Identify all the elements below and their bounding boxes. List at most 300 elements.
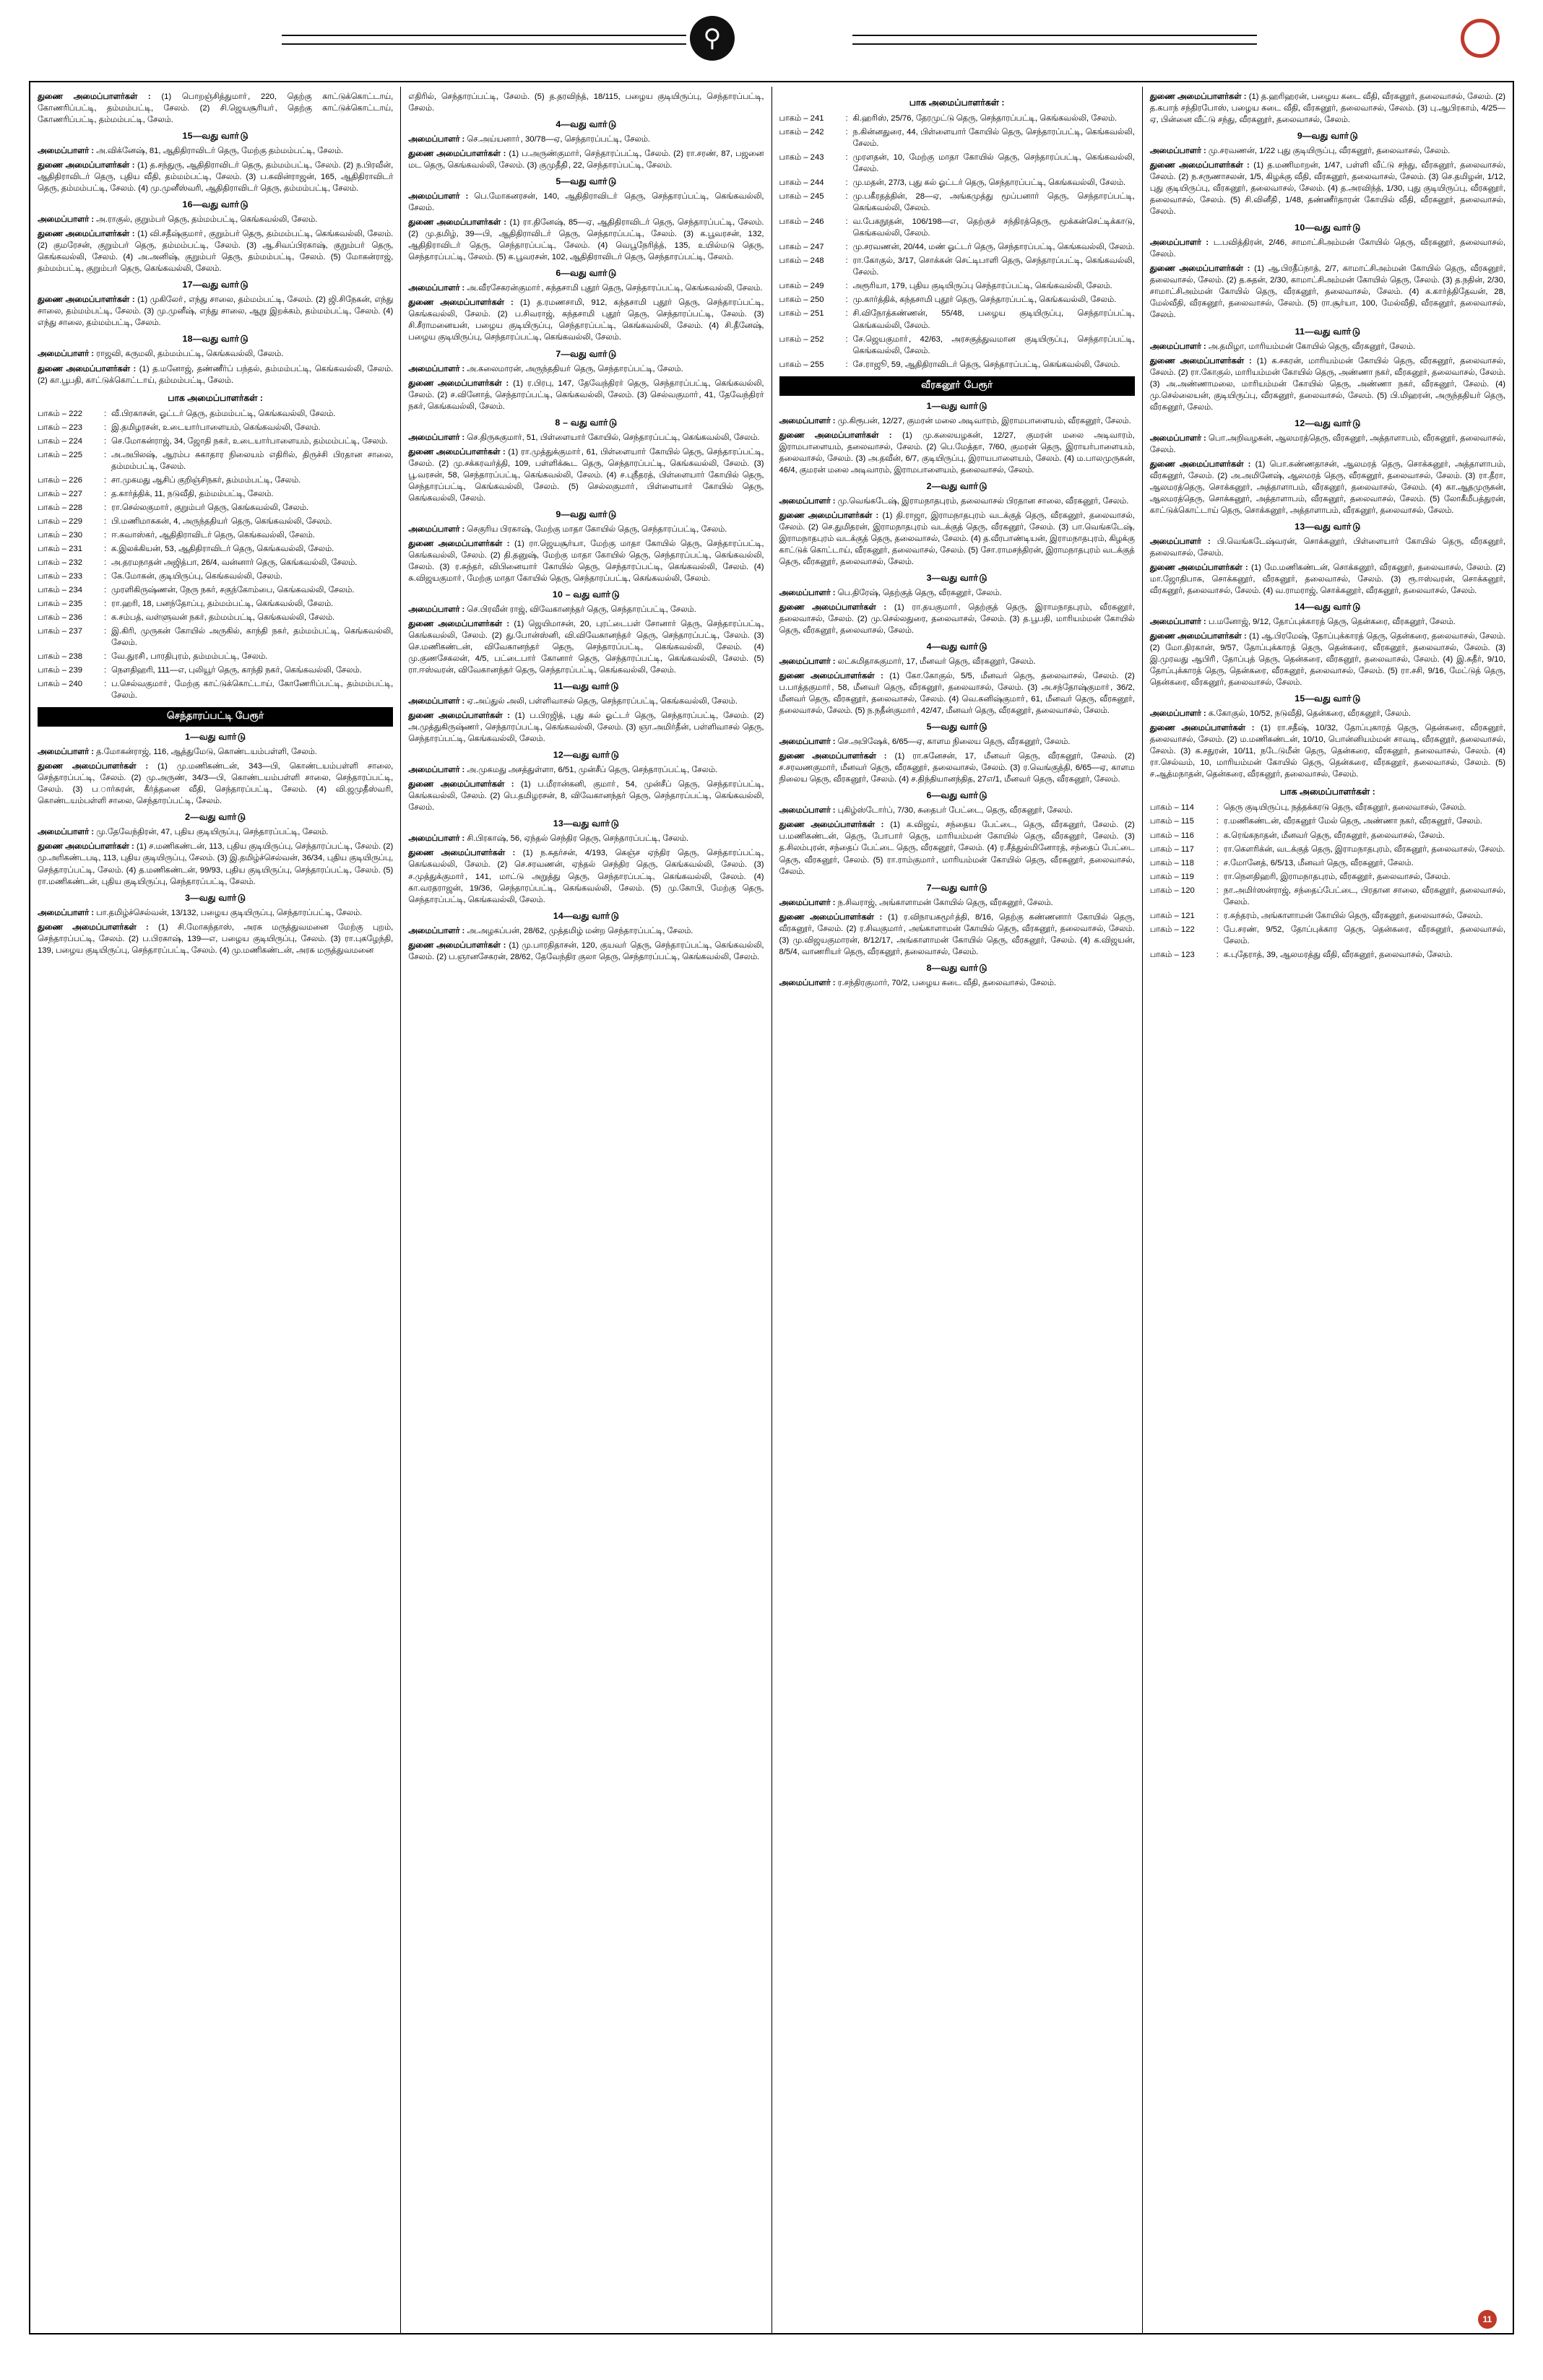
booth-separator: : [104,409,107,418]
booth-officer-name: ச.மோனேத், 6/5/13, மீனவர் தெரு, வீரகனூர், சேலம். [1223,858,1414,867]
booth-officer-name: தெரு குடியிருப்பு, நத்தக்கரடு தெரு, வீரகனூர், தலைவாசல், சேலம். [1223,803,1466,813]
role-label: துணை அமைப்பாளர்கள் : [779,672,883,681]
role-label: அமைப்பாளர் : [1149,709,1206,719]
booth-entry [38,516,393,527]
role-label: அமைப்பாளர் : [1149,433,1206,443]
appointment-text: (1) ப.மீரான்கனி, குமாா், 54, முன்சீப் தெரு, செந்தாரப்பட்டி, கெங்கவல்லி, சேலம். (2) பெ.தமிழரசன், 8, விவேகானந்தர் தெரு, செந்தாரப்பட்டி, கெங்கவல்லி, சேலம். [408,780,764,813]
booth-separator: : [845,309,848,319]
role-label: அமைப்பாளர் : [779,737,836,747]
booth-officer-name: க.புதேராத், 39, ஆலமரத்து வீதி, வீரகனூர், தலைவாசல், சேலம். [1223,950,1453,959]
role-label: துணை அமைப்பாளர்கள் : [1149,356,1252,365]
booth-number: பாகம் – 248 [779,256,824,266]
booth-entry [1150,885,1505,908]
booth-entry [38,475,393,486]
booth-number: பாகம் – 251 [779,309,824,319]
appointment-paragraph [779,602,1135,636]
ward-heading: 14—வது வாா்டு [553,910,619,921]
role-label: துணை அமைப்பாளர்கள் : [408,218,507,228]
role-label: துணை அமைப்பாளர்கள் : [38,922,149,932]
appointment-paragraph [408,696,764,707]
booth-separator: : [1216,886,1219,895]
booth-number: பாகம் – 233 [38,571,83,581]
booth-number: பாகம் – 230 [38,530,83,540]
appointment-text: செ.அய்யனாா், 30/78—ஏ, செந்தாரப்பட்டி, சேலம். [464,135,650,144]
ward-heading: 11—வது வாா்டு [553,681,619,692]
ward-heading: 15—வது வாா்டு [1295,693,1361,704]
booth-officer-name: ரா.செல்லகுமாா், குறும்பர் தெரு, கெங்கவல்லி, சேலம். [111,503,309,512]
booth-entry [1150,857,1505,869]
booth-number: பாகம் – 228 [38,503,83,512]
booth-separator: : [104,530,107,540]
appointment-paragraph [408,764,764,776]
booth-entry [779,308,1135,331]
appointment-paragraph [38,363,393,386]
section-heading: பாக அமைப்பாளர்கள் : [168,392,264,403]
ward-heading: 12—வது வாா்டு [553,750,619,761]
ward-heading: 13—வது வாா்டு [1295,521,1361,532]
booth-entry [779,255,1135,278]
appointment-text: (1) ரா.தினேஷ், 85—ஏ, ஆதிதிராவிடர் தெரு, செந்தாரப்பட்டி, சேலம். (2) மு.தமிழ், 39—பி, ஆதிதிராவிடா் தெரு, செந்தாரப்பட்டி, சேலம். (3) க.பூவரசன், 132, ஆதிதிராவிடா் தெரு, செந்தாரப்பட்டி, சேலம். (4) வெபூநேரித்த், 135, உயில்மடு தெரு, செந்தாரப்பட்டி, சேலம். (5) க.பூவரசன், 102, ஆதிதிராவிடர் தெரு, செந்தாரப்பட்டி, சேலம். [408,218,764,262]
booth-officer-name: ரா.ஹரி, 18, பனந்தோப்பு, தம்மம்பட்டி, கெங்கவல்லி, சேலம். [111,600,334,608]
booth-officer-name: சி.விநோத்கண்ணன், 55/48, பழைய குடியிருப்பு, செந்தாரப்பட்டி, கெங்கவல்லி, சேலம். [852,309,1135,330]
appointment-text: ப.மனோஜ், 9/12, தோப்புக்காரத் தெரு, தென்கரை, வீரகனூர், சேலம். [1206,618,1456,627]
appointment-paragraph [779,819,1135,877]
appointment-text: மு.தேவேந்திரன், 47, புதிய குடியிருப்பு, செந்தாரப்பட்டி, சேலம். [94,828,329,837]
appointment-text: சி.பிரகாஷ், 56, ஏந்தல் செந்திர தெரு, செந்தாரப்பட்டி, சேலம். [464,834,689,844]
appointment-text: (1) ப.பிரஜித், புது கல் ஓட்டர் தெரு, செந்தாரப்பட்டி, சேலம். (2) அ.முத்துகிருஷ்ணா், செந்தாரப்பட்டி, கெங்கவல்லி, சேலம். (3) ஞா.அமிர்தீன், பள்ளிவாசல் தெரு, செந்தாரப்பட்டி, கெங்கவல்லி, சேலம். [408,711,764,744]
booth-number: பாகம் – 249 [779,282,824,291]
role-label: அமைப்பாளர் : [38,147,95,156]
appointment-paragraph [779,587,1135,599]
role-label: அமைப்பாளர் : [408,433,465,442]
booth-entry [38,436,393,447]
booth-entry [779,126,1135,150]
booth-entry [38,626,393,649]
text-column [30,87,401,2333]
role-label: அமைப்பாளர் : [38,828,95,837]
appointment-text: அ.விக்னேஷ், 81, ஆதிதிராவிடர் தெரு, மேற்கு தம்மம்பட்டி, சேலம். [94,147,344,156]
appointment-paragraph [38,746,393,758]
booth-entry [779,359,1135,371]
town-heading: வீரகனூா் பேரூர் [779,376,1135,396]
booth-separator: : [104,652,107,662]
appointment-paragraph [408,604,764,615]
ward-heading: 10—வது வாா்டு [1295,222,1361,233]
section-heading: பாக அமைப்பாளர்கள் : [1279,787,1375,797]
booth-officer-name: ர.சுந்தரம், அங்காளாமன் கோயில் தெரு, வீரகனூர், தலைவாசல், சேலம். [1223,911,1483,920]
appointment-text: பெ.மோகனரசன், 140, ஆதிதிராவிடா் தெரு, செந்தாரப்பட்டி, கெங்கவல்லி, சேலம். [408,192,764,213]
booth-separator: : [845,243,848,252]
appointment-paragraph [1150,708,1505,719]
ward-heading: 5—வது வாா்டு [926,722,987,732]
role-label: அமைப்பாளர் : [408,605,465,614]
booth-officer-name: கே.மோகன், குடியிருப்பு, கெங்கவல்லி, சேலம். [111,571,282,581]
appointment-text: (1) ப.அருண்குமார், செந்தாரப்பட்டி, சேலம். (2) ரா.சரண், 87, பஜனை மட தெரு, கெங்கவல்லி, சேலம். (3) குமுதீதி், 22, செந்தாரப்பட்டி, சேலம். [408,150,764,170]
booth-separator: : [104,680,107,689]
appointment-text: (1) மு.கலையழகன், 12/27, குமரன் மலை அடிவாரம், இராமபாளையம், தலைவாசல், சேலம். (2) பெ.மேத்தா, 7/60, குமரன் தெரு, இராயர்பாளையம், தலைவாசல், சேலம். (3) அ.தவீன், 6/7, குடியிருப்பு, இராயபாளையம், சேலம். (4) ம.பாலமுருகன், 46/4, குமரன் மலை அடிவாரம், இராமபாளையம், தலைவாசல், சேலம். [779,430,1135,475]
appointment-paragraph [1150,341,1505,352]
booth-number: பாகம் – 122 [1149,925,1195,934]
booth-officer-name: இ.தமிழரசன், உடையார்பாளையம், கெங்கவல்லி, சேலம். [111,423,321,432]
booth-number: பாகம் – 118 [1149,858,1194,867]
appointment-text: அ.ராகுல், குறும்பர் தெரு, தம்மம்பட்டி, கெங்கவல்லி, சேலம். [94,215,318,225]
booth-officer-name: க.ரெங்கநாதன், மீனவர் தெரு, வீரகனூர், தலைவாசல், சேலம். [1223,831,1445,840]
appointment-paragraph [779,670,1135,717]
booth-entry [779,191,1135,214]
booth-number: பாகம் – 223 [38,423,83,432]
ward-heading: 18—வது வாா்டு [182,334,248,345]
booth-number: பாகம் – 227 [38,489,83,498]
appointment-paragraph [1150,459,1505,516]
appointment-paragraph [779,736,1135,748]
appointment-text: (1) ர.பிரபு, 147, தேவேந்திரர் தெரு, செந்தாரப்பட்டி, கெங்கவல்லி, சேலம். (2) ச.வினோத், செந்தாரப்பட்டி, கெங்கவல்லி, சேலம். (3) செல்வகுமாா், 41, தேவேந்திரர் நகர், கெங்கவல்லி, சேலம். [408,378,764,411]
booth-officer-name: செ.மோகன்ராஜ், 34, ஜோதி நகர், உடையார்பாளையம், தம்மம்பட்டி, சேலம். [111,436,388,446]
booth-number: பாகம் – 240 [38,680,83,689]
booth-number: பாகம் – 247 [779,243,824,252]
booth-officer-name: த.கார்த்திக், 11, நடுவீதி, தம்மம்பட்டி, சேலம். [111,489,274,498]
booth-separator: : [1216,925,1219,934]
booth-officer-name: வ.பேகநூதன், 106/198—எ, தெற்குச் சந்திரத்தெரு, மூக்கன்செட்டிக்காடு, கெங்கவல்லி, சேலம். [852,217,1135,238]
booth-entry [779,113,1135,124]
role-label: துணை அமைப்பாளர்கள் : [779,821,884,830]
appointment-text: ந.சிவராஜ், அங்காளாமன் கோயில் தெரு, வீரகனூர், சேலம். [835,898,1053,907]
appointment-text: (1) தி.ராஜா, இராமநாதபுரம் வடக்குத் தெரு, வீரகனூர், தலைவாசல், சேலம். (2) செ.துமிதரன், இராமநாதபுரம் வடக்குத் தெரு, வீரகனூர், சேலம். (3) பா.வெங்கடேஷ், இராமநாதபுரம் வடக்குத் தெரு, தலைவாசல், சேலம். (4) த.வீரபாண்டியன், இராமநாதபுரம், கிழக்கு காட்டுக் கொட்டாய், வீரகனூர், தலைவாசல், சேலம். (5) சோ.ராமசந்திரன், இராமநாதபுரம் வடக்குத் தெரு, வீரகனூர், தலைவாசல், சேலம். [779,511,1135,566]
role-label: அமைப்பாளர் : [779,588,836,597]
appointment-text: ர.சந்திரகுமார், 70/2, பழைய கடை வீதி, தலைவாசல், சேலம். [835,978,1056,987]
appointment-paragraph [38,922,393,956]
booth-officer-name: நா.அமிர்ஸன்ராஜ், சந்தைப்பேட்டை, பிரதான சாலை, வீரகனூர், தலைவாசல், சேலம். [1223,886,1505,906]
ward-heading: 12—வது வாா்டு [1295,417,1361,428]
appointment-text: (1) கோ.கோகுல், 5/5, மீனவர் தெரு, தலைவாசல், சேலம். (2) ப.பாத்தகுமாா், 58, மீனவர் தெரு, வீரகனூர், தலைவாசல், சேலம். (3) அ.சந்தோஷ்குமாா், 36/2, மீனவர் தெரு, வீரகனூர், தலைவாசல், சேலம். (4) வெ.கனிஷ்குமாா், 61, மீனவர் தெரு, வீரகனூர், தலைவாசல், சேலம். (5) ந.நதீன்குமாா், 42/47, மீனவர் தெரு, வீரகனூர், தலைவாசல், சேலம். [779,672,1135,716]
booth-officer-name: மு.மதன், 27/3, புது கல் ஓட்டர் தெரு, செந்தாரப்பட்டி, கெங்கவல்லி, சேலம். [852,178,1126,188]
booth-separator: : [1216,911,1219,920]
appointment-text: (1) ஜெயிமாசன், 20, புரட்டைபள் சோனார் தெரு, செந்தாரப்பட்டி, கெங்கவல்லி, சேலம். (2) து.போன்ஸ்னி, வி.விவேகானந்தா் தெரு, செந்தாரப்பட்டி, சேலம். (3) செ.மணிகண்டன், விவேகானந்தா் தெரு, செந்தாரப்பட்டி, கெங்கவல்லி, சேலம். (4) மு.குணசேகலன், 4/5, பட்டைபார் கோனார் தெரு, செந்தாரப்பட்டி, கெங்கவல்லி, சேலம். (5) ரா.ஈஸ்வரன், விவேகானந்தர் தெரு, செந்தாரப்பட்டி, கெங்கவல்லி, சேலம். [408,620,764,675]
booth-entry [779,152,1135,175]
red-circle-mark-icon [1461,19,1500,58]
appointment-paragraph [1150,145,1505,157]
appointment-paragraph [1150,562,1505,597]
booth-entry [38,557,393,568]
booth-separator: : [104,600,107,608]
booth-number: பாகம் – 252 [779,334,824,344]
appointment-paragraph [38,761,393,807]
ward-heading: 1—வது வாா்டு [185,732,246,743]
booth-officer-name: கி.ஹரிஸ், 25/76, தேரமுட்டு தெரு, செந்தாரப்பட்டி, கெங்கவல்லி, சேலம். [852,114,1118,123]
role-label: அமைப்பாளர் : [779,657,836,667]
booth-separator: : [1216,831,1219,840]
booth-entry [1150,802,1505,813]
masthead [0,0,1543,81]
appointment-paragraph [408,378,764,412]
appointment-paragraph [38,160,393,194]
booth-officer-name: வே.துரசி், பாரதிபுரம், தம்மம்பட்டி, சேலம். [111,652,268,662]
appointment-paragraph [408,524,764,535]
booth-separator: : [845,114,848,123]
ward-heading: 8 – வது வாா்டு [555,417,618,428]
appointment-paragraph [779,897,1135,909]
role-label: துணை அமைப்பாளர்கள் : [1149,264,1250,274]
role-label: துணை அமைப்பாளர்கள் : [38,230,135,239]
appointment-paragraph [408,363,764,375]
masthead-rule-right [852,35,1257,45]
booth-number: பாகம் – 119 [1149,872,1194,881]
role-label: அமைப்பாளர் : [38,350,95,359]
appointment-paragraph [38,294,393,329]
appointment-text: மு.வெங்கடேஷ், இராமநாதபுரம், தலைவாசல் பிரதான சாலை, வீரகனூர், சேலம். [835,496,1129,506]
booth-separator: : [104,475,107,485]
appointment-text: (1) வி.சதீஷ்குமாா், குறும்பர் தெரு, தம்மம்பட்டி, கெங்கவல்லி, சேலம். (2) குமரேசன், குறும்பர் தெரு, தம்மம்பட்டி, சேலம். (3) ஆ.சிவப்பிரகாஷ், குறும்பா் தெரு, கெங்கவல்லி, சேலம். (4) அ.அனிஷ், குறும்பர் தெரு, தம்மம்பட்டி, சேலம். (5) மோகன்ராஜ், தம்மம்பட்டி, குறும்பா் தெரு, கெங்கவல்லி, சேலம். [38,230,394,274]
role-label: அமைப்பாளர் : [408,364,465,373]
ward-heading: 9—வது வாா்டு [556,509,617,519]
appointment-text: (1) ந.சுதர்சன், 4/193, கெஞ்ச ஏந்திர தெரு, செந்தாரப்பட்டி, கெங்கவல்லி, சேலம். (2) செ.சரவணன், ஏந்தல் செந்திர தெரு, கெங்கவல்லி, சேலம். (3) ச.முத்துக்குமாா், 141, மாட்டு அறுத்து தெரு, செந்தாரப்பட்டி, கெங்கவல்லி, சேலம். (4) கா.வரதராஜன், 19/36, செந்தாரப்பட்டி, கெங்கவல்லி, சேலம். (5) மு.கோபி, மேற்கு தெரு, செந்தாரப்பட்டி, கெங்கவல்லி, சேலம். [408,849,764,904]
appointment-text: அ.தமிழா, மாரியம்மன் கோயில் தெரு, வீரகனூர், சேலம். [1206,342,1416,351]
role-label: அமைப்பாளர் : [1149,238,1209,248]
booth-entry [779,216,1135,239]
booth-officer-name: அ.தரமநாதன் அஜித்பா, 26/4, வன்னார் தெரு, கெங்கவல்லி, சேலம். [111,558,358,567]
appointment-paragraph [779,805,1135,816]
appointment-text: பா.தமிழ்ச்செல்வன், 13/132, பழைய குடியிருப்பு, செந்தாரப்பட்டி, சேலம். [94,908,363,917]
appointment-text: (1) த.மனோஜ், தண்ணீர்ப் பந்தல், தம்மம்பட்டி, கெங்கவல்லி, சேலம். (2) கா.பூபதி, காட்டுக்கொட்டாய், தம்மம்பட்டி, சேலம். [38,364,394,385]
booth-separator: : [104,585,107,594]
page-number-badge: 11 [1478,2310,1497,2329]
ward-heading: 14—வது வாா்டு [1295,602,1361,613]
state-emblem-icon: ⚲ [690,16,735,61]
role-label: துணை அமைப்பாளர்கள் : [38,762,149,771]
role-label: துணை அமைப்பாளர்கள் : [38,161,135,170]
appointment-paragraph [408,779,764,813]
appointment-paragraph [1150,263,1505,321]
role-label: துணை அமைப்பாளர்கள் : [779,511,879,520]
appointment-text: (1) மு.பாரதிதாசன், 120, குயவா் தெரு, செந்தாரப்பட்டி, கெங்கவல்லி, சேலம். (2) ப.ஞானசேகரன், 28/62, தேவேந்திர குலா தெரு, செந்தாரப்பட்டி, கெங்கவல்லி, சேலம். [408,940,764,961]
booth-separator: : [104,450,107,459]
appointment-paragraph [408,432,764,443]
booth-number: பாகம் – 235 [38,600,83,608]
appointment-paragraph [1150,722,1505,780]
booth-officer-name: ஈ.கவாஸ்கர், ஆதிதிராவிடர் தெரு, கெங்கவல்லி, சேலம். [111,530,315,540]
appointment-text: அ.முகமது அசத்துள்ளா, 6/51, முன்சீப் தெரு, செந்தாரப்பட்டி, சேலம். [464,766,718,775]
booth-number: பாகம் – 243 [779,153,824,163]
appointment-paragraph [408,282,764,294]
booth-number: பாகம் – 120 [1149,886,1195,895]
ward-heading: 17—வது வாா்டு [182,280,248,290]
ward-heading: 4—வது வாா்டு [926,641,987,652]
appointment-text: செ.அபிஷேக், 6/65—ஏ, காளம நிலைய தெரு, வீரகனூர், சேலம். [835,737,1071,747]
booth-separator: : [1216,858,1219,867]
booth-number: பாகம் – 236 [38,613,83,623]
ward-heading: 8—வது வாா்டு [926,962,987,973]
appointment-text: (1) த.சந்துரு, ஆதிதிராவிடர் தெரு, தம்மம்பட்டி, சேலம். (2) ந.பிரவீன், ஆதிதிராவிடர் தெரு, புதிய வீதி, தம்மம்பட்டி, சேலம். (3) ப.கவின்ராஜன், 165, ஆதிதிராவிடர் தெரு, தம்மம்பட்டி, சேலம். (4) மு.முனீஸ்வரி, ஆதிதிராவிடர் தெரு, தம்மம்பட்டி, சேலம். [38,161,394,194]
ward-heading: 16—வது வாா்டு [182,199,248,210]
role-label: துணை அமைப்பாளர்கள் : [779,430,892,440]
booth-officer-name: பி.மணிமாசுகன், 4, அருந்ததியா் தெரு, கெங்கவல்லி, சேலம். [111,516,332,526]
role-label: துணை அமைப்பாளர்கள் : [408,150,506,159]
booth-separator: : [845,128,848,137]
booth-entry [38,529,393,541]
appointment-text: மு.கிரூபன், 12/27, குமரன் மலை அடிவாரம், இராமபாளையம், வீரகனூர், சேலம். [835,416,1131,425]
role-label: அமைப்பாளர் : [38,748,95,757]
appointment-paragraph [408,446,764,504]
appointment-paragraph [408,91,764,114]
appointment-text: (1) ரா.ஜெயசூர்யா, மேற்கு மாதா கோயில் தெரு, செந்தாரப்பட்டி, கெங்கவல்லி, சேலம். (2) தி.தனுஷ், மேற்கு மாதா கோயில் தெரு, செந்தாரப்பட்டி, கெங்கவல்லி, சேலம். (3) ர.சுந்தர், விபினையார் கோயில் தெரு, செந்தாரப்பட்டி, கெங்கவல்லி, சேலம். (4) சு.விஜயகுமாா், மேற்கு மாதா கோயில் தெரு, செந்தாரப்பட்டி, கெங்கவல்லி, சேலம். [408,539,764,583]
booth-entry [1150,924,1505,947]
appointment-text: (1) மு.மணிகண்டன், 343—பி, கொண்டயம்பள்ளி சாலை, செந்தாரப்பட்டி, சேலம். (2) மு.அருண், 34/3—பி, கொண்டயம்பள்ளி சாலை, செந்தாரப்பட்டி, சேலம். (3) ப.ார்சுரன், கீர்த்தனை வீதி, செந்தாரப்பட்டி, சேலம். (4) வி.ஜமுதீஸ்வரி, கொண்டயம்பள்ளி சாலை, செந்தாரப்பட்டி, சேலம். [38,762,394,806]
appointment-text: பி.வெங்கடேஷ்வரன், சொக்கனூர், பிள்ளையார் கோயில் தெரு, வீரகனூர், தலைவாசல், சேலம். [1149,537,1505,558]
booth-separator: : [104,489,107,498]
appointment-paragraph [408,297,764,343]
role-label: துணை அமைப்பாளர்கள் : [1149,632,1247,641]
role-label: துணை அமைப்பாளர்கள் : [408,298,514,308]
appointment-text: (1) க.விஜய், சந்தைய பேட்டை, தெரு, வீரகனூர், சேலம். (2) ப.மணிகண்டன், தெரு, போபார் தெரு, மாரியம்மன் கோயில் தெரு, வீரகனூர், சேலம். (3) த.சிலம்புரன், சந்தைப் பேட்டை தெரு, வீரகனூர், சேலம். (4) ர.சீத்துல்மினோரத், சந்தைப் பேட்டை தெரு, வீரகனூர், சேலம். (5) ரா.ராம்குமாா், மாரியம்மன் கோயில் தெரு, வீரகனூர், தலைவாசல், சேலம். [779,821,1135,876]
booth-number: பாகம் – 250 [779,295,824,305]
appointment-paragraph [408,847,764,905]
booth-separator: : [104,571,107,581]
role-label: துணை அமைப்பாளர்கள் : [408,378,509,388]
column-container [30,87,1513,2333]
appointment-text: (1) ரா.தயகுமாா், தெற்குத் தெரு, இராமநாதபுரம், வீரகனூர், தலைவாசல், சேலம். (2) மு.செல்லதுரை, தலைவாசல், சேலம். (3) த.பூபதி, மாரியம்மன் கோயில் தெரு, வீரகனூர், தலைவாசல், சேலம். [779,603,1135,636]
role-label: அமைப்பாளர் : [38,215,95,225]
role-label: துணை அமைப்பாளர்கள் : [38,842,134,852]
booth-entry [38,651,393,662]
appointment-text: ஏ.அப்துல் அலி, பள்ளிவாசல் தெரு, செந்தாரப்பட்டி, கெங்கவல்லி, சேலம். [464,697,738,706]
booth-officer-name: பே.சரண், 9/52, தோப்புக்கார தெரு, தென்கரை, வீரகனூர், தலைவாசல், சேலம். [1223,925,1505,945]
appointment-paragraph [38,907,393,919]
appointment-paragraph [408,217,764,263]
booth-number: பாகம் – 225 [38,450,83,459]
ward-heading: 6—வது வாா்டு [926,790,987,801]
role-label: துணை அமைப்பாளர்கள் : [408,447,506,456]
booth-number: பாகம் – 224 [38,436,83,446]
appointment-text: (1) சி.மோகந்தாஸ், அரசு மருத்துவமனை மேற்கு புறம், செந்தாரப்பட்டி, சேலம். (2) ப.பிரகாஷ், 139—எ, பழைய குடியிருப்பு, சேலம். (3) ரா.புகழேந்தி, 139, பழைய குடியிருப்பு, செந்தாரப்பட்டி, சேலம். (4) மு.மணிகண்டன், அரசு மருத்துவமனை [38,922,394,955]
booth-separator: : [845,282,848,291]
booth-entry [38,598,393,610]
appointment-paragraph [779,415,1135,427]
appointment-paragraph [38,214,393,225]
appointment-paragraph [408,618,764,676]
appointment-text: செ.திருசுகுமார், 51, பிள்ளையார் கோயில், செந்தாரப்பட்டி, கெங்கவல்லி, சேலம். [464,433,760,442]
appointment-paragraph [408,191,764,214]
ward-heading: 10 – வது வாா்டு [552,589,620,600]
ward-heading: 4—வது வாா்டு [556,119,617,130]
appointment-text: அ.அழகப்பன், 28/62, முத்தமிழ் மன்ற செந்தாரப்பட்டி, சேலம். [464,926,693,935]
appointment-paragraph [779,510,1135,568]
appointment-paragraph [779,496,1135,507]
appointment-paragraph [779,656,1135,667]
role-label: துணை அமைப்பாளர்கள் : [408,940,506,950]
booth-entry [38,612,393,623]
role-label: துணை அமைப்பாளர்கள் : [38,364,137,373]
booth-entry [38,543,393,555]
booth-officer-name: இ.கிரி, முருகன் கோயில் அருகில், காந்தி நகர், தம்மம்பட்டி, கெங்கவல்லி, சேலம். [111,627,394,648]
booth-officer-name: ரா.நெளதிஹரி, இராமநாதபுரம், வீரகனூர், தலைவாசல், சேலம். [1223,872,1451,881]
booth-officer-name: சா.முகமது ஆசிப் குறிஞ்சிநகர், தம்மம்பட்டி, சேலம். [111,475,301,485]
booth-separator: : [845,153,848,163]
booth-separator: : [1216,872,1219,881]
role-label: துணை அமைப்பாளர்கள் : [779,912,883,922]
appointment-text: (1) க.சகரன், மாரியம்மன் கோயில் தெரு, வீரகனூர், தலைவாசல், சேலம். (2) ரா.கோகுல், மாரியம்மன் கோயில் தெரு, அண்ணா நகர், வீரகனூர், தலைவாசல், சேலம். (3) அ.அண்ணாமலை, மாரியம்மன் கோயில் தெரு, அண்ணா நகர், வீரகனூர், சேலம். (4) மு.செல்லையன், குடியிருப்பு, வீரகனூர், தலைவாசல், சேலம். (5) பி.மிஹரன், அருந்ததியர் தெரு, வீரகனூர், சேலம். [1149,356,1505,412]
booth-separator: : [1216,844,1219,854]
appointment-text: (1) ரா.முத்துக்குமாா், 61, பிள்ளையாா் கோயில் தெரு, செந்தாரப்பட்டி, சேலம். (2) மு.சக்கரவர்த்தி, 109, பள்ளிக்கூட தெரு, செந்தாரப்பட்டி, கெங்கவல்லி, சேலம். (3) பூ.வரசன், 58, செந்தாரப்பட்டி, கெங்கவல்லி, சேலம். (4) ச.புநீதரத், பிள்ளையார் கோயில் தெரு, செந்தாரப்பட்டி, கெங்கவல்லி, சேலம். (5) செல்லகுமாா், பிள்ளையாா் கோயில் தெரு, கெங்கவல்லி, சேலம். [408,447,764,503]
role-label: அமைப்பாளர் : [779,496,836,506]
booth-number: பாகம் – 226 [38,475,83,485]
booth-separator: : [1216,950,1219,959]
appointment-text: (1) த.மணிமாறன், 1/47, பள்ளி வீட்டு சந்து, வீரகனூர், தலைவாசல், சேலம். (2) ந.சருணாசலன், 1/5, கிழக்கு வீதி, வீரகனூர், தலைவாசல், சேலம். (3) செ.தமிழன், 1/12, புது குடியிருப்பு, வீரகனூர், தலைவாசல், சேலம். (4) த.அரவிந்த், 1/30, புது குடியிருப்பு, வீரகனூர், தலைவாசல், சேலம். (5) சி.வினீதி், 1/48, தண்ணீர்தாரன் கோயில் வீதி, வீரகனூர், தலைவாசல், சேலம். [1149,161,1506,217]
booth-officer-name: அரூரியா, 179, புதிய குடியிருப்பு செந்தாரப்பட்டி, கெங்கவல்லி, சேலம். [852,282,1112,291]
booth-officer-name: முரளதன், 10, மேற்கு மாதா கோயில் தெரு, செந்தாரப்பட்டி, கெங்கவல்லி, சேலம். [852,153,1135,174]
content-frame [29,81,1514,2334]
appointment-paragraph [38,228,393,274]
role-label: துணை அமைப்பாளர்கள் : [1149,161,1250,170]
ward-heading: 1—வது வாா்டு [926,400,987,411]
booth-entry [1150,910,1505,922]
booth-number: பாகம் – 245 [779,192,824,202]
booth-separator: : [104,544,107,553]
role-label: அமைப்பாளர் : [779,898,836,907]
booth-officer-name: க.இலக்கியன், 53, ஆதிதிராவிடர் தெரு, கெங்கவல்லி, சேலம். [111,544,334,553]
booth-entry [38,449,393,472]
role-label: அமைப்பாளர் : [408,834,465,844]
text-column [1143,87,1513,2333]
booth-entry [779,177,1135,189]
appointment-text: ராஜவி, கருமலி, தம்மம்பட்டி, கெங்கவல்லி, சேலம். [94,350,284,359]
appointment-paragraph [38,841,393,887]
booth-separator: : [104,627,107,636]
role-label: துணை அமைப்பாளர்கள் : [408,539,510,548]
appointment-text: (1) ர.விநாயகமூா்த்தி, 8/16, தெற்கு கண்ணனார் கோயில் தெரு, வீரகனூர், சேலம். (2) ர.சிவகுமாா், அங்காளாமன் கோயில் தெரு, வீரகனூர், தலைவாசல், சேலம். (3) மு.விஜயகுமாரன், 8/12/17, அங்காளாமன் கோயில் தெரு, வீரகனூர், சேலம். (4) க.விஜயன், 8/5/4, வாணரியர் தெரு, வீரகனூர், தலைவாசல், சேலம். [779,912,1135,956]
role-label: அமைப்பாளர் : [779,806,836,815]
booth-entry [779,294,1135,306]
ward-heading: 3—வது வாா்டு [926,572,987,583]
booth-separator: : [104,613,107,623]
booth-number: பாகம் – 239 [38,666,83,675]
appointment-text: புகிழ்ஸ்டோர்ப், 7/30, சுதைபர் பேட்டை, தெரு, வீரகனூர், சேலம். [835,806,1073,815]
booth-officer-name: நெளதிஹரி, 111—எ, புலியூர் தெரு, காந்தி நகர், கெங்கவல்லி, சேலம். [111,666,362,675]
booth-number: பாகம் – 123 [1149,950,1195,959]
appointment-paragraph [779,750,1135,785]
appointment-paragraph [38,826,393,838]
role-label: அமைப்பாளர் : [408,926,465,935]
booth-number: பாகம் – 234 [38,585,83,594]
role-label: அமைப்பாளர் : [1149,537,1211,546]
appointment-paragraph [408,134,764,145]
appointment-text: மு.சரவணன், 1/22 புது குடியிருப்பு, வீரகனூர், தலைவாசல், சேலம். [1206,147,1451,156]
booth-entry [1150,949,1505,961]
role-label: அமைப்பாளர் : [1149,342,1206,351]
booth-officer-name: மு.பகீரதத்தின், 28—ஏ, அங்கமுத்து மூப்பனார் தெரு, செந்தாரப்பட்டி, கெங்கவல்லி, சேலம். [852,192,1135,213]
role-label: துணை அமைப்பாளர்கள் : [1149,92,1247,101]
role-label: துணை அமைப்பாளர்கள் : [408,780,514,789]
booth-officer-name: முரளிகிருஷ்ணன், நேரு நகர், சகுந்கோம்பை, கெங்கவல்லி, சேலம். [111,585,355,594]
booth-entry [1150,871,1505,883]
booth-separator: : [845,256,848,266]
booth-number: பாகம் – 116 [1149,831,1194,840]
booth-number: பாகம் – 241 [779,114,824,123]
booth-separator: : [845,360,848,369]
role-label: துணை அமைப்பாளர்கள் : [408,620,510,628]
booth-entry [779,334,1135,357]
booth-separator: : [104,423,107,432]
appointment-text: லட்சுமிதாசுகுமார், 17, மீனவர் தெரு, வீரகனூர், சேலம். [835,657,1036,667]
appointment-paragraph [779,430,1135,476]
appointment-paragraph [408,538,764,584]
booth-officer-name: க.சம்பத், வள்ளுவன் நகர், தம்மம்பட்டி, கெங்கவல்லி, சேலம். [111,613,335,623]
appointment-paragraph [408,940,764,963]
ward-heading: 13—வது வாா்டு [553,818,619,829]
booth-entry [38,665,393,676]
role-label: துணை அமைப்பாளர்கள் : [779,603,887,612]
booth-entry [38,678,393,701]
appointment-paragraph [779,912,1135,958]
booth-separator: : [104,503,107,512]
